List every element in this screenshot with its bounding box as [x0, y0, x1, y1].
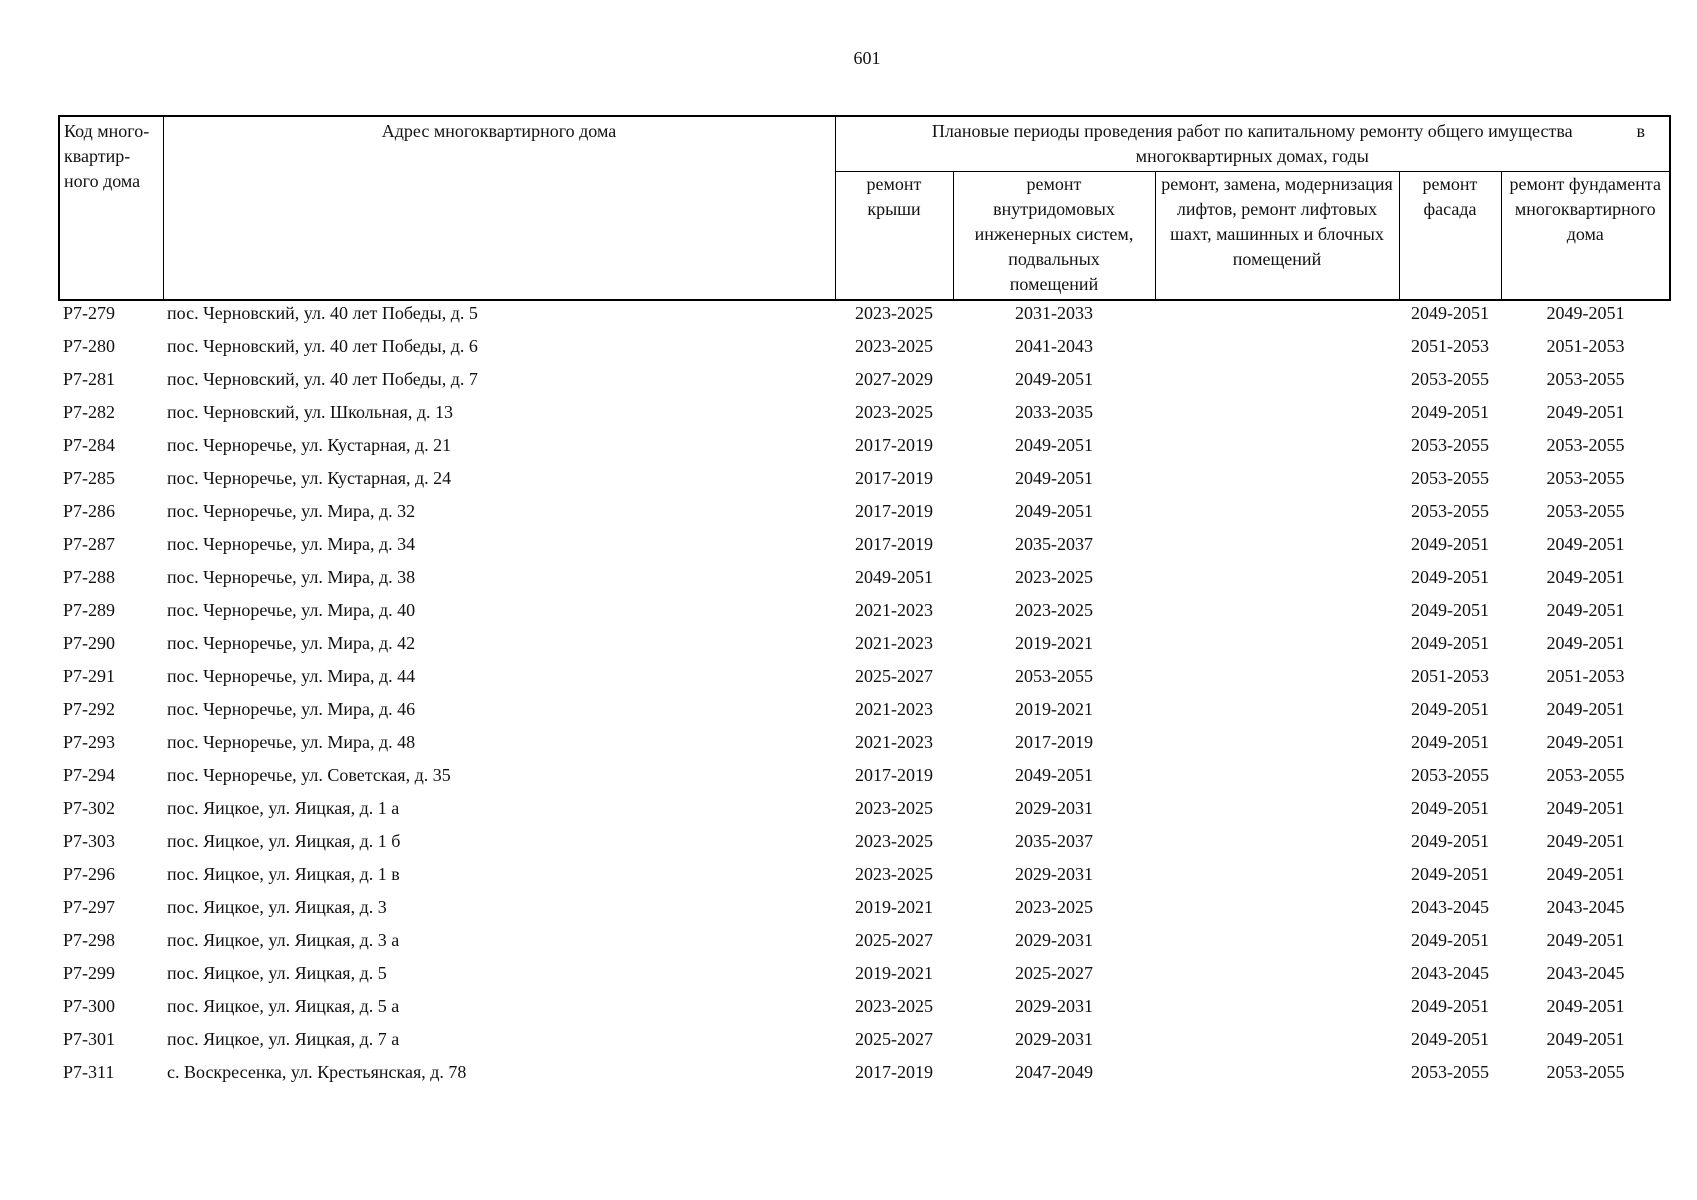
- roof-period-cell: 2017-2019: [855, 501, 933, 521]
- table-row: [59, 631, 1670, 664]
- facade-period-cell: 2049-2051: [1411, 1029, 1489, 1049]
- engineering-period-cell: 2049-2051: [1015, 765, 1093, 785]
- roof-period-cell: 2021-2023: [855, 633, 933, 653]
- engineering-period-cell: 2017-2019: [1015, 732, 1093, 752]
- house-address-cell: пос. Черноречье, ул. Мира, д. 38: [167, 567, 416, 587]
- facade-period-cell: 2051-2053: [1411, 336, 1489, 356]
- engineering-period-cell: 2023-2025: [1015, 600, 1093, 620]
- lifts-period-cell: [1155, 300, 1399, 334]
- house-address-cell: пос. Яицкое, ул. Яицкая, д. 1 б: [167, 831, 401, 851]
- house-code-cell: Р7-311: [63, 1062, 115, 1082]
- lifts-period-cell: [1155, 532, 1399, 565]
- engineering-period-cell: 2035-2037: [1015, 831, 1093, 851]
- foundation-period-cell: 2053-2055: [1546, 435, 1625, 455]
- foundation-period-cell: 2049-2051: [1546, 699, 1625, 719]
- roof-period-cell: 2017-2019: [855, 765, 933, 785]
- engineering-period-cell: 2029-2031: [1015, 798, 1093, 818]
- facade-period-cell: 2049-2051: [1411, 864, 1489, 884]
- house-address-cell: пос. Яицкое, ул. Яицкая, д. 1 в: [167, 864, 400, 884]
- lifts-period-cell: [1155, 367, 1399, 400]
- house-code-cell: Р7-293: [63, 732, 116, 752]
- roof-period-cell: 2017-2019: [855, 435, 933, 455]
- header-address: Адрес многоквартирного дома: [163, 116, 835, 300]
- lifts-period-cell: [1155, 862, 1399, 895]
- page-number: 601: [853, 48, 881, 68]
- table-row: [59, 1027, 1670, 1060]
- foundation-period-cell: 2049-2051: [1546, 831, 1625, 851]
- house-code-cell: Р7-299: [63, 963, 116, 983]
- foundation-period-cell: 2043-2045: [1546, 897, 1625, 917]
- table-row: [59, 466, 1670, 499]
- foundation-period-cell: 2053-2055: [1546, 369, 1625, 389]
- engineering-period-cell: 2049-2051: [1015, 369, 1093, 389]
- table-row: [59, 697, 1670, 730]
- house-address-cell: пос. Черноречье, ул. Мира, д. 34: [167, 534, 416, 554]
- foundation-period-cell: 2053-2055: [1546, 765, 1625, 785]
- engineering-period-cell: 2029-2031: [1015, 1029, 1093, 1049]
- lifts-period-cell: [1155, 334, 1399, 367]
- engineering-period-cell: 2023-2025: [1015, 567, 1093, 587]
- house-code-cell: Р7-288: [63, 567, 116, 587]
- table-header: [59, 116, 1670, 300]
- house-address-cell: пос. Яицкое, ул. Яицкая, д. 5 а: [167, 996, 400, 1016]
- table-row: [59, 334, 1670, 367]
- house-address-cell: пос. Яицкое, ул. Яицкая, д. 7 а: [167, 1029, 400, 1049]
- facade-period-cell: 2049-2051: [1411, 567, 1489, 587]
- house-code-cell: Р7-287: [63, 534, 116, 554]
- engineering-period-cell: 2029-2031: [1015, 996, 1093, 1016]
- foundation-period-cell: 2053-2055: [1546, 468, 1625, 488]
- engineering-period-cell: 2033-2035: [1015, 402, 1093, 422]
- roof-period-cell: 2021-2023: [855, 600, 933, 620]
- table-row: [59, 994, 1670, 1027]
- lifts-period-cell: [1155, 994, 1399, 1027]
- house-address-cell: пос. Черновский, ул. 40 лет Победы, д. 5: [167, 303, 478, 323]
- house-code-cell: Р7-296: [63, 864, 116, 884]
- house-address-cell: пос. Черноречье, ул. Мира, д. 40: [167, 600, 416, 620]
- roof-period-cell: 2025-2027: [855, 666, 933, 686]
- roof-period-cell: 2023-2025: [855, 864, 933, 884]
- facade-period-cell: 2049-2051: [1411, 996, 1489, 1016]
- lifts-period-cell: [1155, 829, 1399, 862]
- lifts-period-cell: [1155, 664, 1399, 697]
- header-periods-group: [835, 116, 1670, 172]
- foundation-period-cell: 2049-2051: [1546, 402, 1625, 422]
- house-address-cell: пос. Черновский, ул. 40 лет Победы, д. 7: [167, 369, 478, 389]
- lifts-period-cell: [1155, 598, 1399, 631]
- table-row: [59, 961, 1670, 994]
- house-code-cell: Р7-300: [63, 996, 116, 1016]
- engineering-period-cell: 2029-2031: [1015, 864, 1093, 884]
- foundation-period-cell: 2049-2051: [1546, 534, 1625, 554]
- engineering-period-cell: 2019-2021: [1015, 699, 1093, 719]
- facade-period-cell: 2051-2053: [1411, 666, 1489, 686]
- house-code-cell: Р7-286: [63, 501, 116, 521]
- roof-period-cell: 2021-2023: [855, 699, 933, 719]
- table-body: [59, 300, 1670, 1093]
- facade-period-cell: 2053-2055: [1411, 435, 1489, 455]
- facade-period-cell: 2053-2055: [1411, 501, 1489, 521]
- roof-period-cell: 2017-2019: [855, 534, 933, 554]
- facade-period-cell: 2049-2051: [1411, 402, 1489, 422]
- roof-period-cell: 2021-2023: [855, 732, 933, 752]
- foundation-period-cell: 2049-2051: [1546, 864, 1625, 884]
- foundation-period-cell: 2049-2051: [1546, 930, 1625, 950]
- house-address-cell: пос. Черноречье, ул. Кустарная, д. 24: [167, 468, 452, 488]
- lifts-period-cell: [1155, 499, 1399, 532]
- facade-period-cell: 2043-2045: [1411, 963, 1489, 983]
- house-code-cell: Р7-294: [63, 765, 116, 785]
- house-code-cell: Р7-291: [63, 666, 116, 686]
- engineering-period-cell: 2053-2055: [1015, 666, 1093, 686]
- header-roof: ремонт крыши: [835, 172, 953, 301]
- roof-period-cell: 2023-2025: [855, 402, 933, 422]
- house-code-cell: Р7-302: [63, 798, 116, 818]
- foundation-period-cell: 2049-2051: [1546, 567, 1625, 587]
- header-foundation: ремонт фундамента многоквартирного дома: [1501, 172, 1670, 301]
- facade-period-cell: 2049-2051: [1411, 798, 1489, 818]
- house-address-cell: пос. Черноречье, ул. Советская, д. 35: [167, 765, 451, 785]
- facade-period-cell: 2053-2055: [1411, 369, 1489, 389]
- engineering-period-cell: 2023-2025: [1015, 897, 1093, 917]
- house-address-cell: с. Воскресенка, ул. Крестьянская, д. 78: [167, 1062, 467, 1082]
- lifts-period-cell: [1155, 796, 1399, 829]
- table-row: [59, 730, 1670, 763]
- foundation-period-cell: 2049-2051: [1546, 798, 1625, 818]
- engineering-period-cell: 2049-2051: [1015, 468, 1093, 488]
- header-lifts: ремонт, замена, модернизация лифтов, ремонт лифтовых шахт, машинных и блочных помещений: [1155, 172, 1399, 301]
- house-code-cell: Р7-280: [63, 336, 116, 356]
- house-address-cell: пос. Яицкое, ул. Яицкая, д. 5: [167, 963, 387, 983]
- engineering-period-cell: 2049-2051: [1015, 435, 1093, 455]
- table-row: [59, 895, 1670, 928]
- table-row: [59, 829, 1670, 862]
- header-periods-title-tail: в: [1636, 121, 1646, 141]
- house-code-cell: Р7-289: [63, 600, 116, 620]
- house-code-cell: Р7-297: [63, 897, 116, 917]
- house-address-cell: пос. Черноречье, ул. Мира, д. 42: [167, 633, 416, 653]
- facade-period-cell: 2043-2045: [1411, 897, 1489, 917]
- table-row: [59, 433, 1670, 466]
- engineering-period-cell: 2019-2021: [1015, 633, 1093, 653]
- house-address-cell: пос. Яицкое, ул. Яицкая, д. 3 а: [167, 930, 400, 950]
- roof-period-cell: 2017-2019: [855, 1062, 933, 1082]
- foundation-period-cell: 2051-2053: [1546, 336, 1625, 356]
- house-code-cell: Р7-301: [63, 1029, 116, 1049]
- foundation-period-cell: 2053-2055: [1546, 501, 1625, 521]
- engineering-period-cell: 2025-2027: [1015, 963, 1093, 983]
- table-row: [59, 1060, 1670, 1093]
- lifts-period-cell: [1155, 763, 1399, 796]
- house-code-cell: Р7-279: [63, 303, 116, 323]
- roof-period-cell: 2023-2025: [855, 336, 933, 356]
- header-facade: ремонт фасада: [1399, 172, 1501, 301]
- roof-period-cell: 2049-2051: [855, 567, 933, 587]
- lifts-period-cell: [1155, 433, 1399, 466]
- table-row: [59, 499, 1670, 532]
- table-row: [59, 532, 1670, 565]
- lifts-period-cell: [1155, 730, 1399, 763]
- header-code: Код много-квартир-ного дома: [59, 116, 163, 300]
- house-code-cell: Р7-290: [63, 633, 116, 653]
- house-code-cell: Р7-298: [63, 930, 116, 950]
- lifts-period-cell: [1155, 565, 1399, 598]
- engineering-period-cell: 2041-2043: [1015, 336, 1093, 356]
- header-engineering: ремонт внутридомовых инженерных систем, подвальных помещений: [953, 172, 1155, 301]
- table-row: [59, 565, 1670, 598]
- house-address-cell: пос. Черноречье, ул. Мира, д. 46: [167, 699, 416, 719]
- roof-period-cell: 2019-2021: [855, 897, 933, 917]
- lifts-period-cell: [1155, 631, 1399, 664]
- engineering-period-cell: 2047-2049: [1015, 1062, 1093, 1082]
- house-code-cell: Р7-281: [63, 369, 116, 389]
- foundation-period-cell: 2049-2051: [1546, 633, 1625, 653]
- facade-period-cell: 2049-2051: [1411, 600, 1489, 620]
- house-address-cell: пос. Черновский, ул. Школьная, д. 13: [167, 402, 453, 422]
- roof-period-cell: 2025-2027: [855, 930, 933, 950]
- facade-period-cell: 2049-2051: [1411, 303, 1489, 323]
- facade-period-cell: 2049-2051: [1411, 699, 1489, 719]
- roof-period-cell: 2023-2025: [855, 303, 933, 323]
- engineering-period-cell: 2031-2033: [1015, 303, 1093, 323]
- facade-period-cell: 2053-2055: [1411, 468, 1489, 488]
- house-address-cell: пос. Яицкое, ул. Яицкая, д. 1 а: [167, 798, 400, 818]
- table-row: [59, 664, 1670, 697]
- roof-period-cell: 2023-2025: [855, 831, 933, 851]
- lifts-period-cell: [1155, 466, 1399, 499]
- foundation-period-cell: 2049-2051: [1546, 303, 1625, 323]
- table-row: [59, 796, 1670, 829]
- foundation-period-cell: 2049-2051: [1546, 732, 1625, 752]
- capital-repair-table: [58, 115, 1671, 1093]
- foundation-period-cell: 2049-2051: [1546, 600, 1625, 620]
- facade-period-cell: 2053-2055: [1411, 765, 1489, 785]
- roof-period-cell: 2023-2025: [855, 798, 933, 818]
- header-periods-title: Плановые периоды проведения работ по капитальному ремонту общего имущества: [931, 121, 1573, 141]
- engineering-period-cell: 2035-2037: [1015, 534, 1093, 554]
- house-code-cell: Р7-284: [63, 435, 116, 455]
- house-code-cell: Р7-282: [63, 402, 116, 422]
- roof-period-cell: 2019-2021: [855, 963, 933, 983]
- table-row: [59, 598, 1670, 631]
- facade-period-cell: 2049-2051: [1411, 831, 1489, 851]
- table-row: [59, 400, 1670, 433]
- roof-period-cell: 2023-2025: [855, 996, 933, 1016]
- facade-period-cell: 2049-2051: [1411, 534, 1489, 554]
- lifts-period-cell: [1155, 1027, 1399, 1060]
- engineering-period-cell: 2049-2051: [1015, 501, 1093, 521]
- house-address-cell: пос. Черноречье, ул. Мира, д. 48: [167, 732, 416, 752]
- roof-period-cell: 2025-2027: [855, 1029, 933, 1049]
- house-code-cell: Р7-285: [63, 468, 116, 488]
- lifts-period-cell: [1155, 961, 1399, 994]
- roof-period-cell: 2017-2019: [855, 468, 933, 488]
- table-row: [59, 367, 1670, 400]
- house-code-cell: Р7-292: [63, 699, 116, 719]
- foundation-period-cell: 2053-2055: [1546, 1062, 1625, 1082]
- lifts-period-cell: [1155, 895, 1399, 928]
- house-address-cell: пос. Черноречье, ул. Мира, д. 32: [167, 501, 416, 521]
- lifts-period-cell: [1155, 928, 1399, 961]
- lifts-period-cell: [1155, 1060, 1399, 1093]
- engineering-period-cell: 2029-2031: [1015, 930, 1093, 950]
- facade-period-cell: 2049-2051: [1411, 633, 1489, 653]
- house-address-cell: пос. Черноречье, ул. Кустарная, д. 21: [167, 435, 452, 455]
- foundation-period-cell: 2043-2045: [1546, 963, 1625, 983]
- foundation-period-cell: 2051-2053: [1546, 666, 1625, 686]
- roof-period-cell: 2027-2029: [855, 369, 933, 389]
- table-row: [59, 763, 1670, 796]
- house-address-cell: пос. Черноречье, ул. Мира, д. 44: [167, 666, 416, 686]
- house-code-cell: Р7-303: [63, 831, 116, 851]
- house-address-cell: пос. Яицкое, ул. Яицкая, д. 3: [167, 897, 387, 917]
- facade-period-cell: 2049-2051: [1411, 930, 1489, 950]
- table-row: [59, 862, 1670, 895]
- header-periods-title-line2: многоквартирных домах, годы: [1135, 146, 1369, 166]
- table-row: [59, 300, 1670, 334]
- facade-period-cell: 2049-2051: [1411, 732, 1489, 752]
- table-row: [59, 928, 1670, 961]
- lifts-period-cell: [1155, 400, 1399, 433]
- facade-period-cell: 2053-2055: [1411, 1062, 1489, 1082]
- house-address-cell: пос. Черновский, ул. 40 лет Победы, д. 6: [167, 336, 478, 356]
- foundation-period-cell: 2049-2051: [1546, 1029, 1625, 1049]
- lifts-period-cell: [1155, 697, 1399, 730]
- foundation-period-cell: 2049-2051: [1546, 996, 1625, 1016]
